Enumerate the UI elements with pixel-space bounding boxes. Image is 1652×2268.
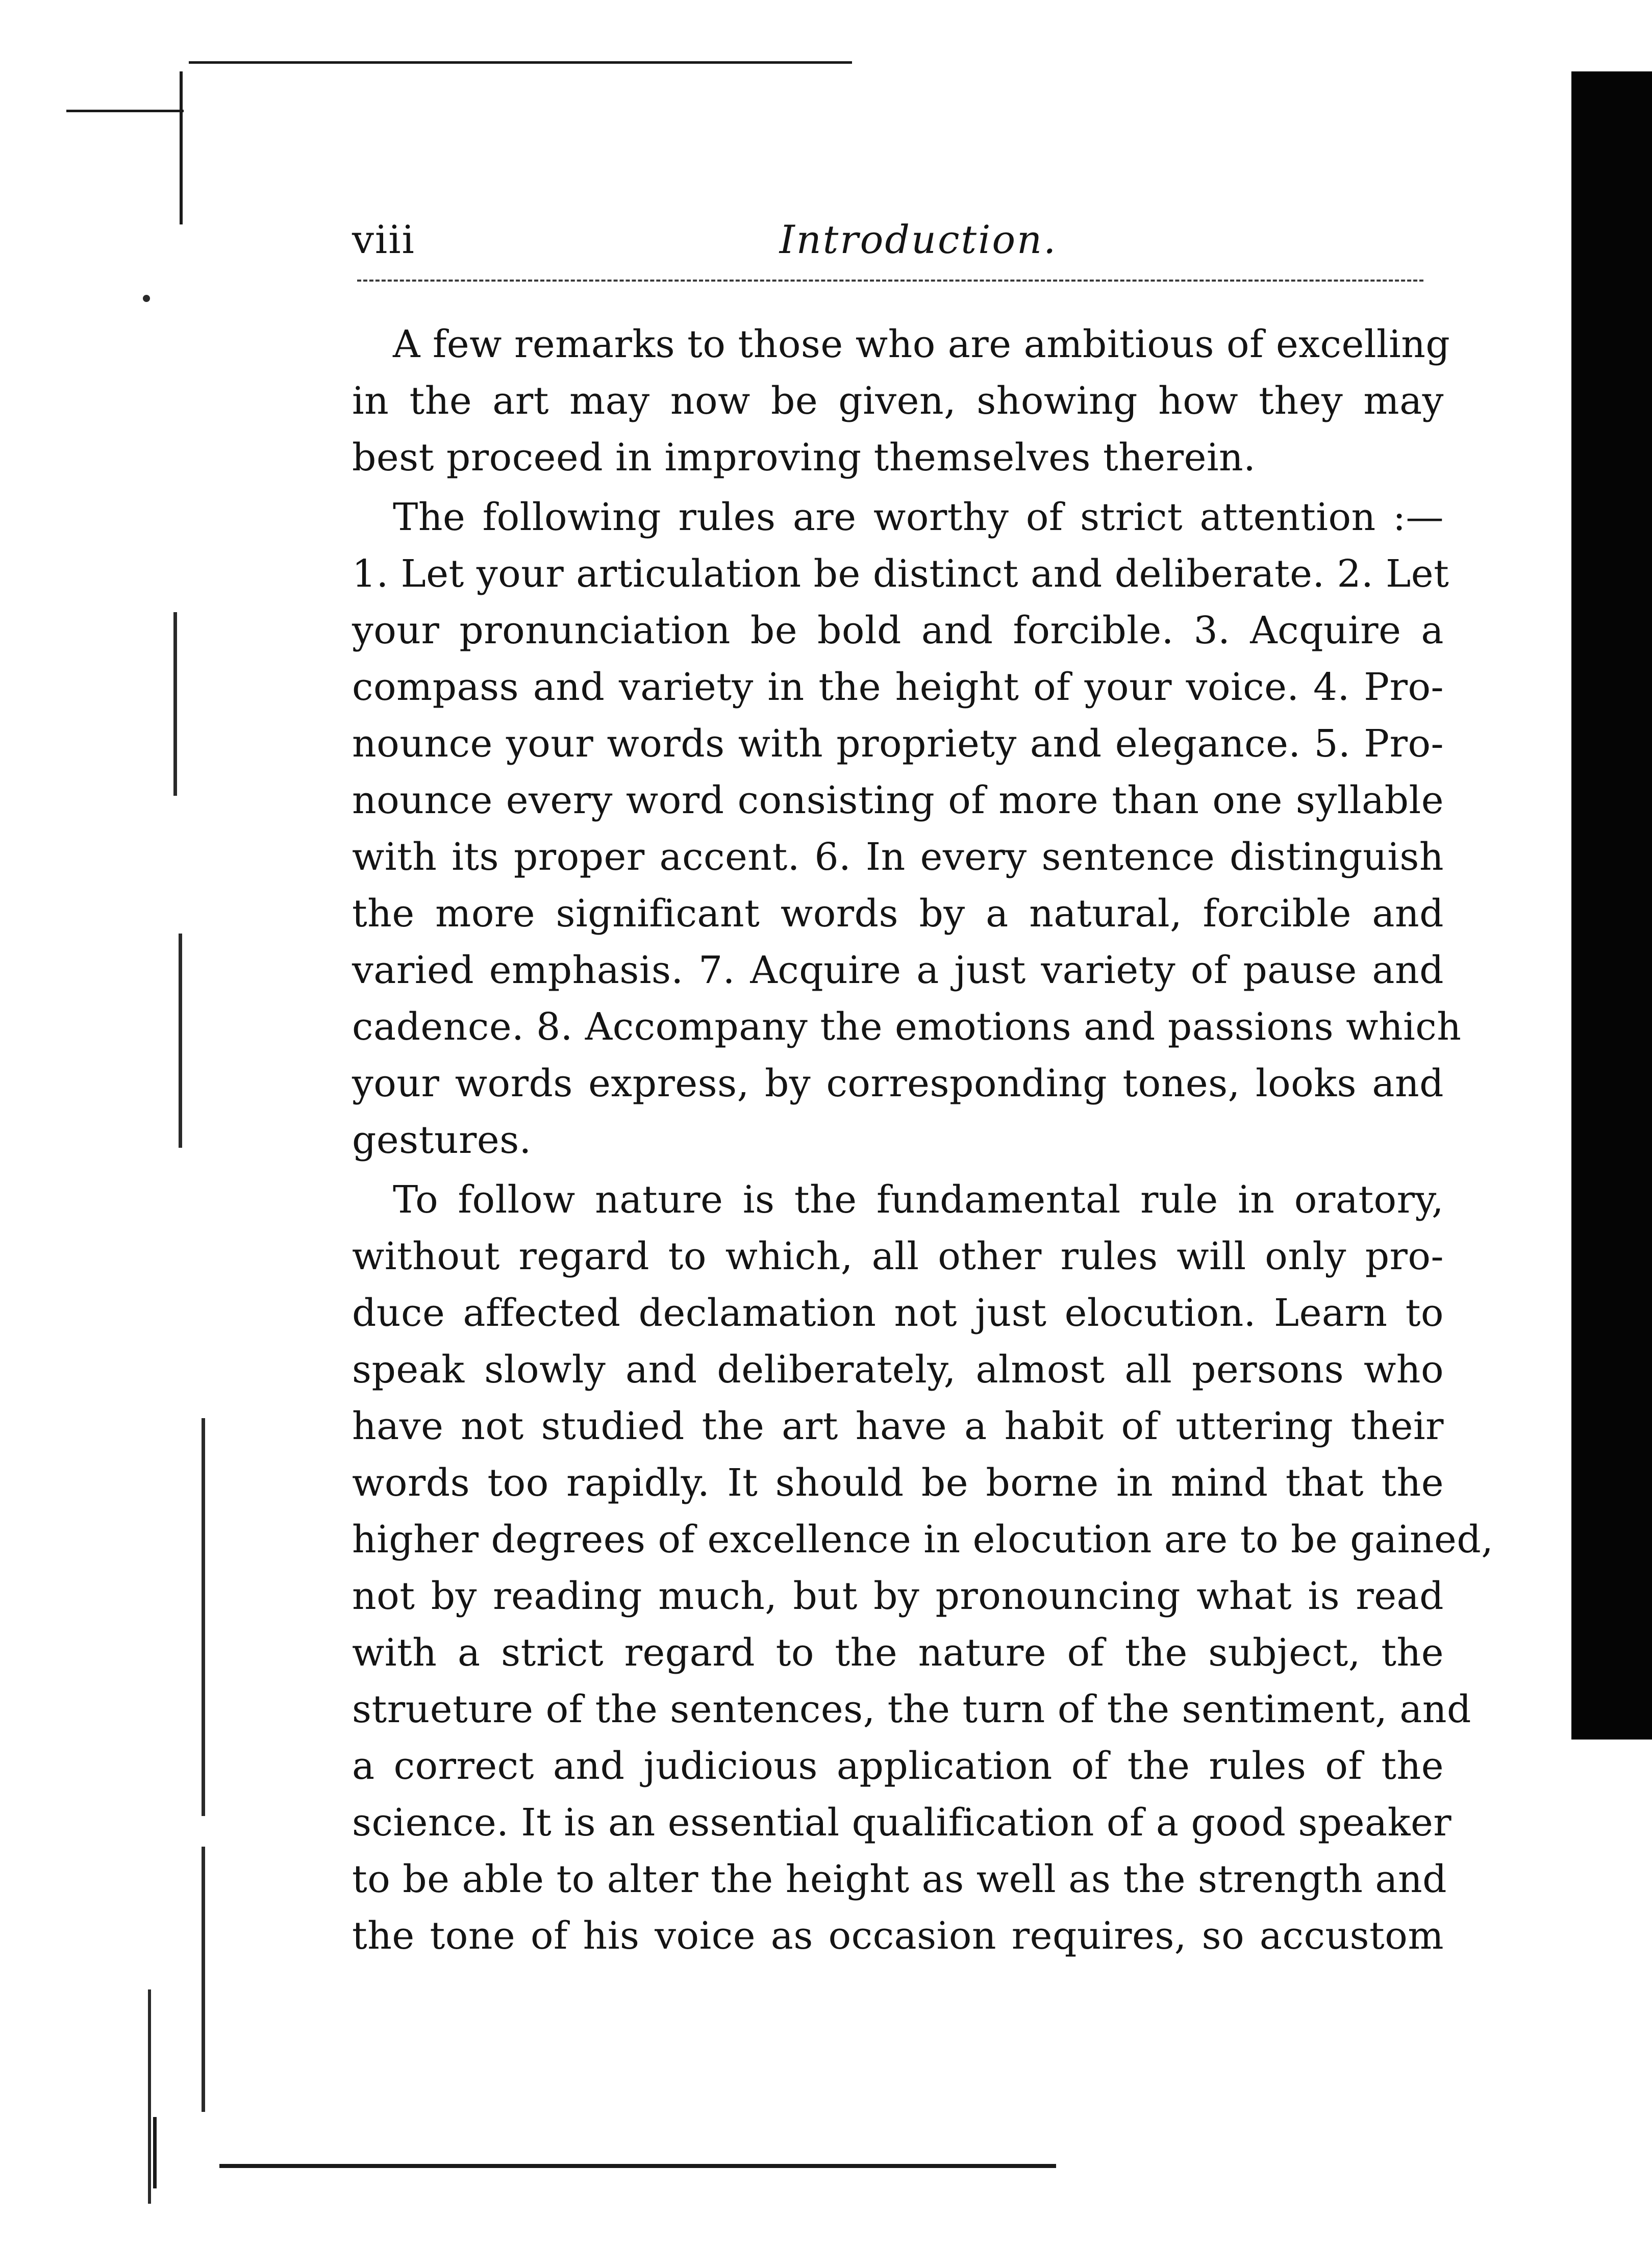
text-line: in the art may now be given, showing how they may [352, 379, 1444, 423]
gutter-dot [143, 295, 150, 302]
text-line: speak slowly and deliberately, almost all persons who [352, 1348, 1444, 1392]
header-rule [357, 280, 1423, 282]
text-line: strueture of the sentences, the turn of the sentiment, and [352, 1687, 1471, 1731]
text-line: nounce your words with propriety and elegance. 5. Pro- [352, 722, 1444, 766]
text-line: with a strict regard to the nature of the subject, the [352, 1631, 1444, 1675]
text-line: your pronunciation be bold and forcible. 3. Acquire a [352, 609, 1444, 652]
bottom-edge-rule [219, 2164, 1056, 2168]
text-line: cadence. 8. Accompany the emotions and passions which [352, 1005, 1462, 1049]
text-line: nounce every word consisting of more than one syllable [352, 778, 1444, 822]
text-line: the more significant words by a natural, forcible and [352, 892, 1444, 936]
text-line: the tone of his voice as occasion requires, so accustom [352, 1914, 1444, 1958]
text-line: a correct and judicious application of the rules of the [352, 1744, 1444, 1788]
text-line: science. It is an essential qualification of a good speaker [352, 1801, 1452, 1845]
paragraph [352, 489, 1462, 1169]
body-text [352, 316, 1494, 2000]
gutter-mark [148, 1989, 151, 2204]
text-line: to be able to alter the height as well as the strength and [352, 1857, 1447, 1901]
top-edge-rule [189, 61, 852, 64]
text-line: words too rapidly. It should be borne in mind that the [352, 1461, 1444, 1505]
paragraph [352, 1172, 1494, 1964]
text-line: A few remarks to those who are ambitious of excelling [393, 322, 1450, 366]
text-line: 1. Let your articulation be distinct and deliberate. 2. Let [352, 552, 1449, 596]
gutter-mark [179, 934, 182, 1148]
text-line: not by reading much, but by pronouncing what is read [352, 1574, 1444, 1618]
gutter-mark [202, 1847, 205, 2112]
left-edge-rule [180, 71, 183, 224]
top-left-corner-rule [66, 110, 184, 112]
text-line: with its proper accent. 6. In every sentence distinguish [352, 835, 1444, 879]
text-line: without regard to which, all other rules will only pro- [352, 1234, 1444, 1278]
text-line: duce affected declamation not just elocution. Learn to [352, 1291, 1444, 1335]
text-line: compass and variety in the height of your voice. 4. Pro- [352, 665, 1444, 709]
text-line: best proceed in improving themselves therein. [352, 436, 1256, 480]
running-head [352, 214, 1439, 270]
gutter-mark [173, 612, 177, 796]
text-line: gestures. [352, 1118, 532, 1162]
text-line: higher degrees of excellence in elocution are to be gained, [352, 1518, 1494, 1561]
page-number: viii [352, 217, 415, 262]
text-line: The following rules are worthy of strict attention :— [393, 495, 1444, 539]
section-title: Introduction. [779, 217, 1058, 262]
bottom-left-corner-rule [153, 2117, 157, 2188]
paragraph [352, 316, 1450, 486]
text-line: your words express, by corresponding tones, looks and [352, 1062, 1444, 1105]
text-line: have not studied the art have a habit of uttering their [352, 1404, 1444, 1448]
gutter-mark [202, 1418, 205, 1816]
right-edge-dark-band [1571, 71, 1652, 1740]
text-line: varied emphasis. 7. Acquire a just variety of pause and [352, 948, 1444, 992]
text-line: To follow nature is the fundamental rule in oratory, [393, 1178, 1444, 1222]
